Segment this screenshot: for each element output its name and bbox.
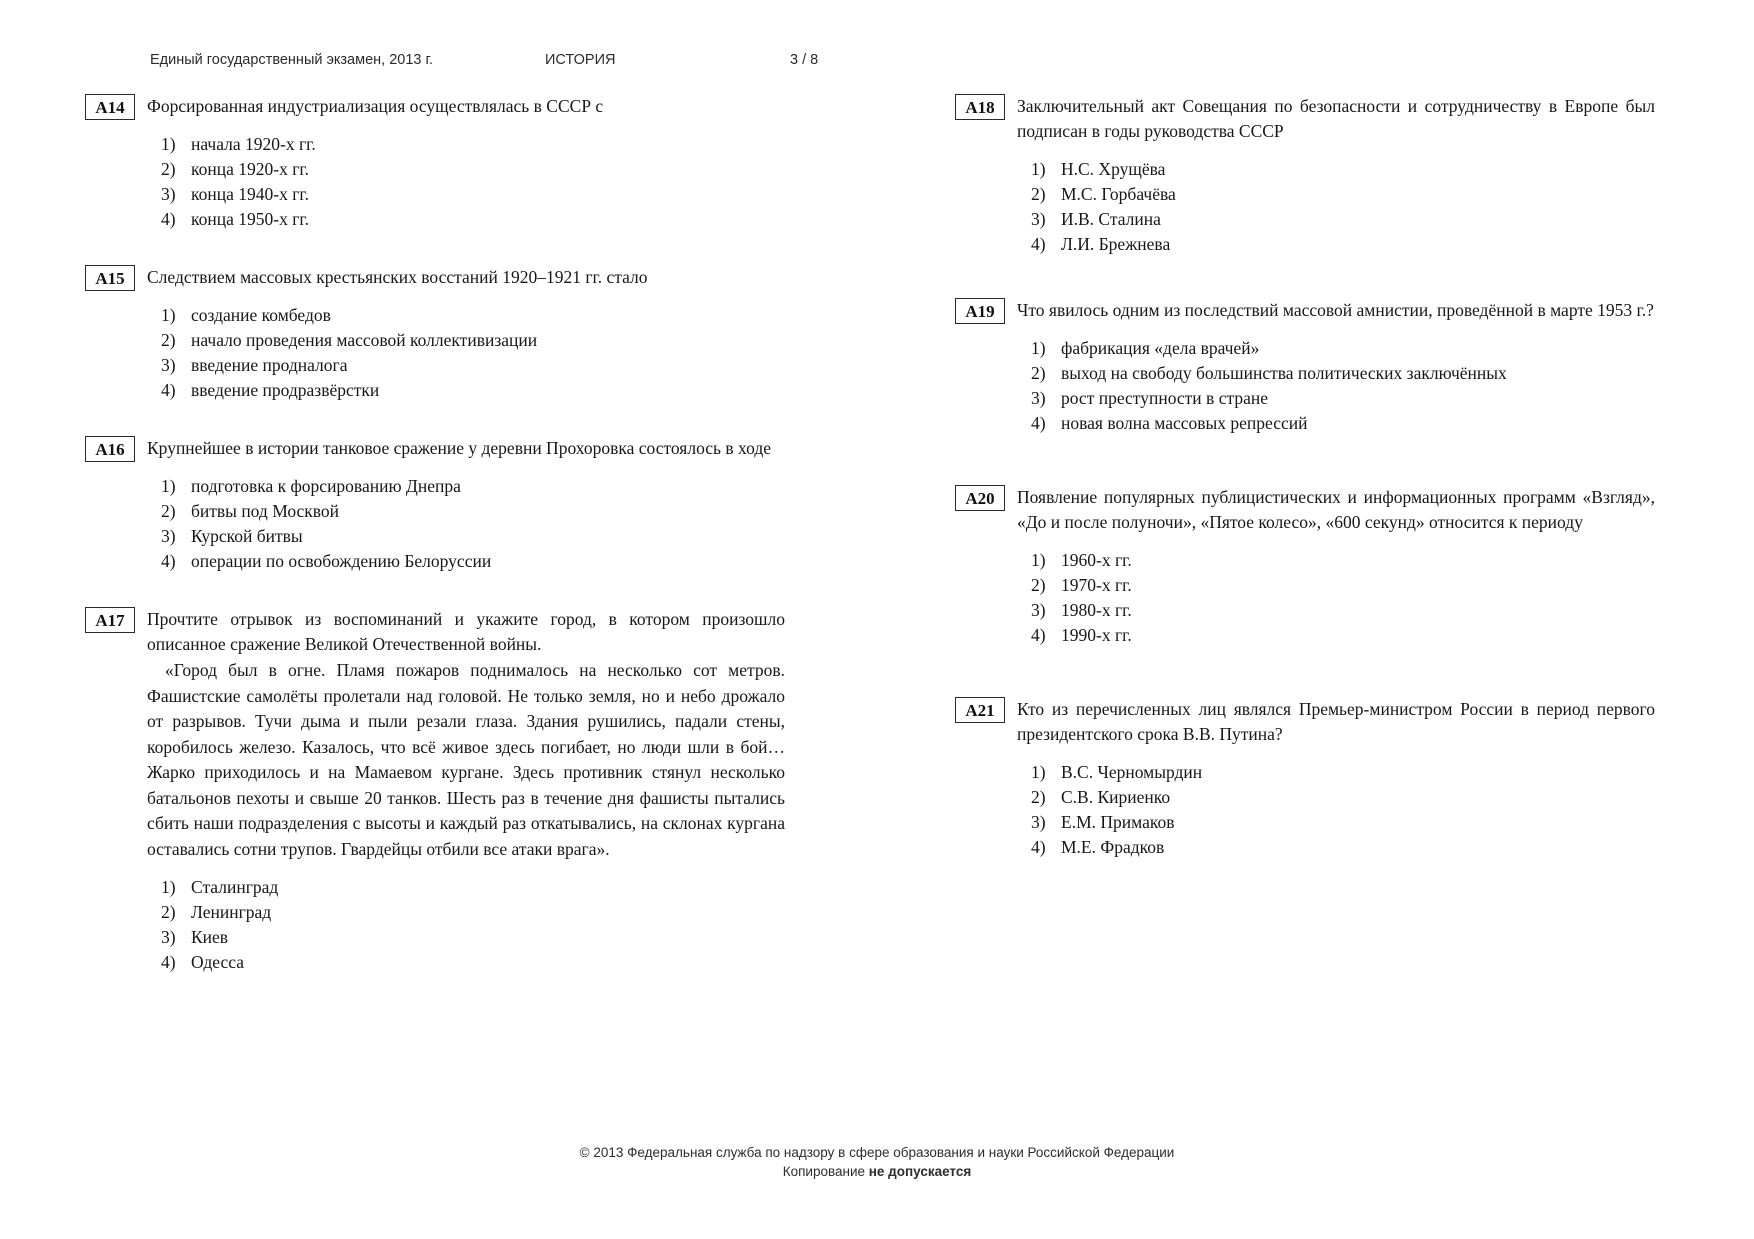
- question-body: [1017, 298, 1655, 435]
- option-text: начало проведения массовой коллективизации: [191, 330, 538, 350]
- answer-option[interactable]: [1031, 157, 1655, 181]
- answer-options: [1031, 336, 1655, 435]
- answer-options: [1031, 548, 1655, 647]
- option-text: 1990-х гг.: [1061, 625, 1132, 645]
- answer-options: [161, 303, 785, 402]
- option-text: 1970-х гг.: [1061, 575, 1132, 595]
- question-block: [85, 607, 785, 974]
- option-text: 1980-х гг.: [1061, 600, 1132, 620]
- option-text: начала 1920-х гг.: [191, 134, 316, 154]
- question-block: [955, 485, 1655, 647]
- option-number: 2): [1031, 184, 1046, 204]
- left-column: [85, 94, 785, 1000]
- option-number: 1): [161, 134, 176, 154]
- option-number: 2): [161, 159, 176, 179]
- answer-option[interactable]: [161, 950, 785, 974]
- option-number: 2): [1031, 787, 1046, 807]
- footer-notice: [0, 1162, 1754, 1181]
- answer-options: [161, 132, 785, 231]
- option-number: 1): [1031, 338, 1046, 358]
- option-number: 1): [1031, 159, 1046, 179]
- option-number: 2): [1031, 575, 1046, 595]
- answer-option[interactable]: [161, 875, 785, 899]
- answer-options: [1031, 157, 1655, 256]
- answer-option[interactable]: [161, 157, 785, 181]
- option-text: конца 1950-х гг.: [191, 209, 309, 229]
- footer-notice-emphasis: не допускается: [868, 1164, 972, 1179]
- answer-options: [161, 875, 785, 974]
- option-number: 4): [1031, 625, 1046, 645]
- option-text: С.В. Кириенко: [1061, 787, 1171, 807]
- page-footer: [0, 1143, 1754, 1181]
- answer-option[interactable]: [1031, 785, 1655, 809]
- question-body: [147, 607, 785, 974]
- question-stem: Крупнейшее в истории танковое сражение у деревни Прохоровка состоялось в ходе: [147, 438, 772, 458]
- question-quote: «Город был в огне. Пламя пожаров поднималось на несколько сот метров. Фашистские самолёты пролетали над головой. Не только земля, но и небо дрожало от разрывов. Тучи дыма и пыли резали глаза. Здания рушились, падали стены, коробилось железо. Казалось, что всё живое здесь погибает, но люди шли в бой… Жарко приходилось и на Мамаевом кургане. Здесь противник стянул несколько батальонов пехоты и свыше 20 танков. Шесть раз в течение дня фашисты пытались сбить наши подразделения с высоты и каждый раз откатывались, на склонах кургана оставались сотни трупов. Гвардейцы отбили все атаки врага».: [147, 660, 785, 859]
- page-header: [150, 52, 840, 70]
- question-code: A20: [955, 485, 1005, 511]
- option-number: 4): [161, 551, 176, 571]
- answer-option[interactable]: [1031, 411, 1655, 435]
- question-block: [85, 265, 785, 402]
- question-code: A14: [85, 94, 135, 120]
- answer-option[interactable]: [1031, 835, 1655, 859]
- option-number: 3): [161, 355, 176, 375]
- option-text: И.В. Сталина: [1061, 209, 1161, 229]
- question-body: [1017, 697, 1655, 859]
- option-text: битвы под Москвой: [191, 501, 340, 521]
- option-number: 2): [161, 501, 176, 521]
- option-number: 4): [1031, 837, 1046, 857]
- answer-option[interactable]: [161, 378, 785, 402]
- answer-option[interactable]: [161, 900, 785, 924]
- option-number: 2): [161, 902, 176, 922]
- option-number: 3): [1031, 209, 1046, 229]
- question-block: [85, 94, 785, 231]
- option-number: 1): [161, 476, 176, 496]
- option-text: М.С. Горбачёва: [1061, 184, 1176, 204]
- answer-options: [1031, 760, 1655, 859]
- option-text: конца 1920-х гг.: [191, 159, 309, 179]
- question-block: [85, 436, 785, 573]
- answer-option[interactable]: [161, 303, 785, 327]
- option-number: 4): [161, 952, 176, 972]
- answer-option[interactable]: [161, 207, 785, 231]
- question-code: A21: [955, 697, 1005, 723]
- question-body: [1017, 94, 1655, 256]
- question-stem: Форсированная индустриализация осуществлялась в СССР с: [147, 96, 604, 116]
- question-code: A16: [85, 436, 135, 462]
- question-block: [955, 94, 1655, 256]
- option-text: подготовка к форсированию Днепра: [191, 476, 461, 496]
- answer-option[interactable]: [1031, 810, 1655, 834]
- question-body: [147, 436, 785, 573]
- header-page-number: 3 / 8: [790, 52, 819, 68]
- option-text: Е.М. Примаков: [1061, 812, 1175, 832]
- footer-copyright: © 2013 Федеральная служба по надзору в сфере образования и науки Российской Федерации: [579, 1145, 1175, 1160]
- answer-option[interactable]: [1031, 598, 1655, 622]
- option-text: введение продналога: [191, 355, 348, 375]
- answer-option[interactable]: [1031, 336, 1655, 360]
- option-number: 3): [161, 526, 176, 546]
- question-code: A19: [955, 298, 1005, 324]
- option-number: 2): [1031, 363, 1046, 383]
- option-text: Курской битвы: [191, 526, 303, 546]
- question-stem: Заключительный акт Совещания по безопасности и сотрудничеству в Европе был подписан в годы руководства СССР: [1017, 96, 1655, 141]
- right-column: [955, 94, 1655, 885]
- option-text: Сталинград: [191, 877, 279, 897]
- header-exam-title: Единый государственный экзамен, 2013 г.: [150, 52, 434, 68]
- option-text: фабрикация «дела врачей»: [1061, 338, 1260, 358]
- answer-option[interactable]: [1031, 760, 1655, 784]
- answer-option[interactable]: [1031, 386, 1655, 410]
- question-stem: Появление популярных публицистических и информационных программ «Взгляд», «До и после полуночи», «Пятое колесо», «600 секунд» относится к периоду: [1017, 487, 1655, 532]
- option-number: 3): [1031, 812, 1046, 832]
- question-code: A17: [85, 607, 135, 633]
- option-text: операции по освобождению Белоруссии: [191, 551, 492, 571]
- answer-option[interactable]: [1031, 548, 1655, 572]
- answer-option[interactable]: [161, 182, 785, 206]
- answer-option[interactable]: [1031, 573, 1655, 597]
- option-number: 3): [1031, 600, 1046, 620]
- option-text: М.Е. Фрадков: [1061, 837, 1165, 857]
- question-body: [1017, 485, 1655, 647]
- answer-option[interactable]: [161, 499, 785, 523]
- answer-option[interactable]: [1031, 361, 1655, 385]
- option-text: Н.С. Хрущёва: [1061, 159, 1166, 179]
- option-number: 1): [1031, 550, 1046, 570]
- footer-notice-prefix: Копирование: [782, 1164, 869, 1179]
- option-text: конца 1940-х гг.: [191, 184, 309, 204]
- option-number: 3): [1031, 388, 1046, 408]
- option-number: 1): [1031, 762, 1046, 782]
- option-number: 4): [1031, 234, 1046, 254]
- option-number: 2): [161, 330, 176, 350]
- question-stem: Что явилось одним из последствий массовой амнистии, проведённой в марте 1953 г.?: [1017, 300, 1654, 320]
- option-number: 4): [161, 380, 176, 400]
- option-number: 1): [161, 877, 176, 897]
- question-stem: Кто из перечисленных лиц являлся Премьер-министром России в период первого президентского срока В.В. Путина?: [1017, 699, 1655, 744]
- answer-options: [161, 474, 785, 573]
- option-number: 4): [161, 209, 176, 229]
- question-stem: Следствием массовых крестьянских восстаний 1920–1921 гг. стало: [147, 267, 648, 287]
- option-text: новая волна массовых репрессий: [1061, 413, 1308, 433]
- question-code: A18: [955, 94, 1005, 120]
- question-block: [955, 298, 1655, 435]
- option-number: 1): [161, 305, 176, 325]
- answer-option[interactable]: [1031, 232, 1655, 256]
- option-text: В.С. Черномырдин: [1061, 762, 1203, 782]
- answer-option[interactable]: [161, 524, 785, 548]
- option-text: Л.И. Брежнева: [1061, 234, 1171, 254]
- answer-option[interactable]: [161, 474, 785, 498]
- option-text: рост преступности в стране: [1061, 388, 1268, 408]
- answer-option[interactable]: [1031, 182, 1655, 206]
- option-text: создание комбедов: [191, 305, 331, 325]
- answer-option[interactable]: [1031, 623, 1655, 647]
- option-number: 3): [161, 927, 176, 947]
- question-stem: Прочтите отрывок из воспоминаний и укажите город, в котором произошло описанное сражение Великой Отечественной войны.: [147, 609, 785, 654]
- question-body: [147, 94, 785, 231]
- option-text: Одесса: [191, 952, 245, 972]
- answer-option[interactable]: [161, 925, 785, 949]
- answer-option[interactable]: [161, 132, 785, 156]
- option-text: Ленинград: [191, 902, 272, 922]
- option-text: введение продразвёрстки: [191, 380, 380, 400]
- option-text: 1960-х гг.: [1061, 550, 1132, 570]
- answer-option[interactable]: [161, 549, 785, 573]
- option-text: Киев: [191, 927, 229, 947]
- option-text: выход на свободу большинства политических заключённых: [1061, 363, 1507, 383]
- answer-option[interactable]: [161, 328, 785, 352]
- header-subject: ИСТОРИЯ: [545, 52, 616, 68]
- option-number: 3): [161, 184, 176, 204]
- answer-option[interactable]: [161, 353, 785, 377]
- question-block: [955, 697, 1655, 859]
- option-number: 4): [1031, 413, 1046, 433]
- answer-option[interactable]: [1031, 207, 1655, 231]
- question-code: A15: [85, 265, 135, 291]
- question-body: [147, 265, 785, 402]
